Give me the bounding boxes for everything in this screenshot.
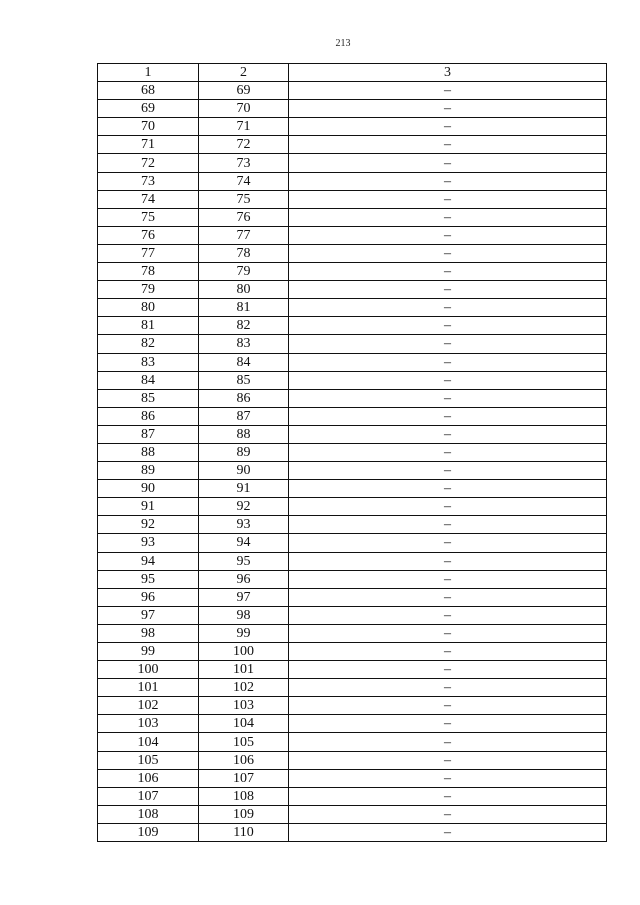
table-cell-col-1: 85 (98, 389, 199, 407)
table-cell-col-3: – (289, 552, 607, 570)
table-cell-col-1: 97 (98, 606, 199, 624)
table-cell-col-3: – (289, 263, 607, 281)
table-cell-col-3: – (289, 733, 607, 751)
table-cell-col-2: 105 (199, 733, 289, 751)
table-cell-col-2: 108 (199, 787, 289, 805)
table-row (98, 697, 607, 715)
header-row (98, 64, 607, 82)
table-cell-col-3: – (289, 190, 607, 208)
table-cell-col-3: – (289, 425, 607, 443)
table-cell-col-3: – (289, 317, 607, 335)
table-cell-col-2: 82 (199, 317, 289, 335)
table-cell-col-3: – (289, 82, 607, 100)
table-cell-col-3: – (289, 787, 607, 805)
table-row (98, 263, 607, 281)
table-cell-col-1: 107 (98, 787, 199, 805)
table-cell-col-3: – (289, 118, 607, 136)
table-row (98, 624, 607, 642)
table-cell-col-3: – (289, 516, 607, 534)
table-cell-col-2: 103 (199, 697, 289, 715)
table-row (98, 715, 607, 733)
table-cell-col-1: 106 (98, 769, 199, 787)
table-cell-col-1: 82 (98, 335, 199, 353)
table-cell-col-3: – (289, 407, 607, 425)
table-cell-col-2: 73 (199, 154, 289, 172)
table-row (98, 498, 607, 516)
table-cell-col-1: 75 (98, 208, 199, 226)
page-number: 213 (335, 38, 351, 49)
table-cell-col-1: 86 (98, 407, 199, 425)
table-cell-col-3: – (289, 588, 607, 606)
table-cell-col-3: – (289, 462, 607, 480)
table-cell-col-2: 95 (199, 552, 289, 570)
table-cell-col-3: – (289, 570, 607, 588)
table-cell-col-1: 74 (98, 190, 199, 208)
table-row (98, 407, 607, 425)
table-cell-col-2: 90 (199, 462, 289, 480)
table-cell-col-1: 79 (98, 281, 199, 299)
table-row (98, 100, 607, 118)
table-cell-col-2: 98 (199, 606, 289, 624)
table-cell-col-3: – (289, 281, 607, 299)
table-cell-col-1: 96 (98, 588, 199, 606)
table-cell-col-1: 95 (98, 570, 199, 588)
table-cell-col-3: – (289, 353, 607, 371)
table-cell-col-2: 99 (199, 624, 289, 642)
table-cell-col-2: 80 (199, 281, 289, 299)
table-row (98, 733, 607, 751)
table-cell-col-2: 84 (199, 353, 289, 371)
table-cell-col-1: 105 (98, 751, 199, 769)
table-row (98, 606, 607, 624)
table-row (98, 226, 607, 244)
table-cell-col-1: 88 (98, 443, 199, 461)
table-cell-col-1: 70 (98, 118, 199, 136)
table-cell-col-2: 91 (199, 480, 289, 498)
table-row (98, 244, 607, 262)
table-row (98, 118, 607, 136)
table-cell-col-1: 80 (98, 299, 199, 317)
table-cell-col-3: – (289, 697, 607, 715)
table-cell-col-1: 101 (98, 679, 199, 697)
table-cell-col-3: – (289, 389, 607, 407)
table-cell-col-1: 71 (98, 136, 199, 154)
table-cell-col-2: 106 (199, 751, 289, 769)
table-cell-col-3: – (289, 498, 607, 516)
table-row (98, 751, 607, 769)
table-cell-col-2: 76 (199, 208, 289, 226)
table-cell-col-2: 87 (199, 407, 289, 425)
table-row (98, 805, 607, 823)
table-cell-col-3: – (289, 208, 607, 226)
table-cell-col-1: 83 (98, 353, 199, 371)
table-cell-col-3: – (289, 805, 607, 823)
table-cell-col-2: 94 (199, 534, 289, 552)
table-cell-col-3: – (289, 661, 607, 679)
table-row (98, 425, 607, 443)
table-cell-col-3: – (289, 823, 607, 841)
table-cell-col-3: – (289, 335, 607, 353)
table-cell-col-3: – (289, 136, 607, 154)
table-cell-col-2: 110 (199, 823, 289, 841)
table-row (98, 570, 607, 588)
table-cell-col-2: 69 (199, 82, 289, 100)
table-cell-col-3: – (289, 371, 607, 389)
table-row (98, 389, 607, 407)
table-cell-col-3: – (289, 154, 607, 172)
table-cell-col-1: 109 (98, 823, 199, 841)
table-cell-col-2: 93 (199, 516, 289, 534)
table-row (98, 661, 607, 679)
table-cell-col-2: 74 (199, 172, 289, 190)
table-row (98, 552, 607, 570)
table-cell-col-2: 92 (199, 498, 289, 516)
table-cell-col-1: 92 (98, 516, 199, 534)
data-table (97, 63, 607, 842)
table-row (98, 208, 607, 226)
table-row (98, 335, 607, 353)
table-cell-col-1: 102 (98, 697, 199, 715)
table-cell-col-1: 100 (98, 661, 199, 679)
table-row (98, 534, 607, 552)
table-cell-col-1: 73 (98, 172, 199, 190)
table-row (98, 154, 607, 172)
table-row (98, 480, 607, 498)
table-cell-col-2: 107 (199, 769, 289, 787)
table-cell-col-2: 104 (199, 715, 289, 733)
table-row (98, 136, 607, 154)
table-row (98, 588, 607, 606)
table-cell-col-3: – (289, 606, 607, 624)
table-cell-col-1: 103 (98, 715, 199, 733)
table-cell-col-2: 96 (199, 570, 289, 588)
table-cell-col-2: 75 (199, 190, 289, 208)
table-row (98, 190, 607, 208)
table-cell-col-3: – (289, 226, 607, 244)
table-cell-col-1: 99 (98, 643, 199, 661)
table-cell-col-1: 98 (98, 624, 199, 642)
table-cell-col-1: 84 (98, 371, 199, 389)
table-cell-col-2: 86 (199, 389, 289, 407)
table-row (98, 371, 607, 389)
table-cell-col-3: – (289, 715, 607, 733)
table-cell-col-1: 77 (98, 244, 199, 262)
table-row (98, 172, 607, 190)
table-row (98, 787, 607, 805)
table-cell-col-2: 89 (199, 443, 289, 461)
table-row (98, 443, 607, 461)
table-cell-col-2: 79 (199, 263, 289, 281)
table-cell-col-1: 104 (98, 733, 199, 751)
table-row (98, 317, 607, 335)
table-cell-col-2: 78 (199, 244, 289, 262)
table-cell-col-3: – (289, 299, 607, 317)
table-cell-col-2: 72 (199, 136, 289, 154)
table-cell-col-1: 68 (98, 82, 199, 100)
table-cell-col-3: – (289, 624, 607, 642)
column-header-3: 3 (289, 64, 607, 82)
table-cell-col-1: 69 (98, 100, 199, 118)
table-cell-col-2: 83 (199, 335, 289, 353)
table-cell-col-2: 97 (199, 588, 289, 606)
table-body (98, 82, 607, 842)
table-cell-col-2: 100 (199, 643, 289, 661)
table-cell-col-3: – (289, 751, 607, 769)
table-cell-col-3: – (289, 244, 607, 262)
table-cell-col-3: – (289, 769, 607, 787)
table-row (98, 353, 607, 371)
column-header-1: 1 (98, 64, 199, 82)
table-cell-col-1: 87 (98, 425, 199, 443)
table-cell-col-2: 102 (199, 679, 289, 697)
table-cell-col-2: 81 (199, 299, 289, 317)
table-cell-col-1: 78 (98, 263, 199, 281)
table-row (98, 462, 607, 480)
table-cell-col-1: 91 (98, 498, 199, 516)
table-row (98, 643, 607, 661)
table-row (98, 82, 607, 100)
table-cell-col-3: – (289, 100, 607, 118)
table-cell-col-1: 90 (98, 480, 199, 498)
table-cell-col-3: – (289, 643, 607, 661)
table-cell-col-2: 71 (199, 118, 289, 136)
table-cell-col-2: 88 (199, 425, 289, 443)
table-cell-col-3: – (289, 679, 607, 697)
table-row (98, 769, 607, 787)
table-cell-col-3: – (289, 480, 607, 498)
table-cell-col-2: 101 (199, 661, 289, 679)
table-cell-col-1: 108 (98, 805, 199, 823)
table-cell-col-2: 85 (199, 371, 289, 389)
table-cell-col-2: 70 (199, 100, 289, 118)
table-row (98, 679, 607, 697)
table-header (98, 64, 607, 82)
table-cell-col-2: 109 (199, 805, 289, 823)
table-row (98, 281, 607, 299)
table-cell-col-1: 81 (98, 317, 199, 335)
table-cell-col-1: 94 (98, 552, 199, 570)
table-cell-col-1: 93 (98, 534, 199, 552)
table-cell-col-3: – (289, 534, 607, 552)
column-header-2: 2 (199, 64, 289, 82)
table-row (98, 516, 607, 534)
table-cell-col-1: 76 (98, 226, 199, 244)
table-row (98, 823, 607, 841)
table-cell-col-1: 89 (98, 462, 199, 480)
table-cell-col-2: 77 (199, 226, 289, 244)
table-cell-col-3: – (289, 172, 607, 190)
table-cell-col-1: 72 (98, 154, 199, 172)
table-cell-col-3: – (289, 443, 607, 461)
table-row (98, 299, 607, 317)
